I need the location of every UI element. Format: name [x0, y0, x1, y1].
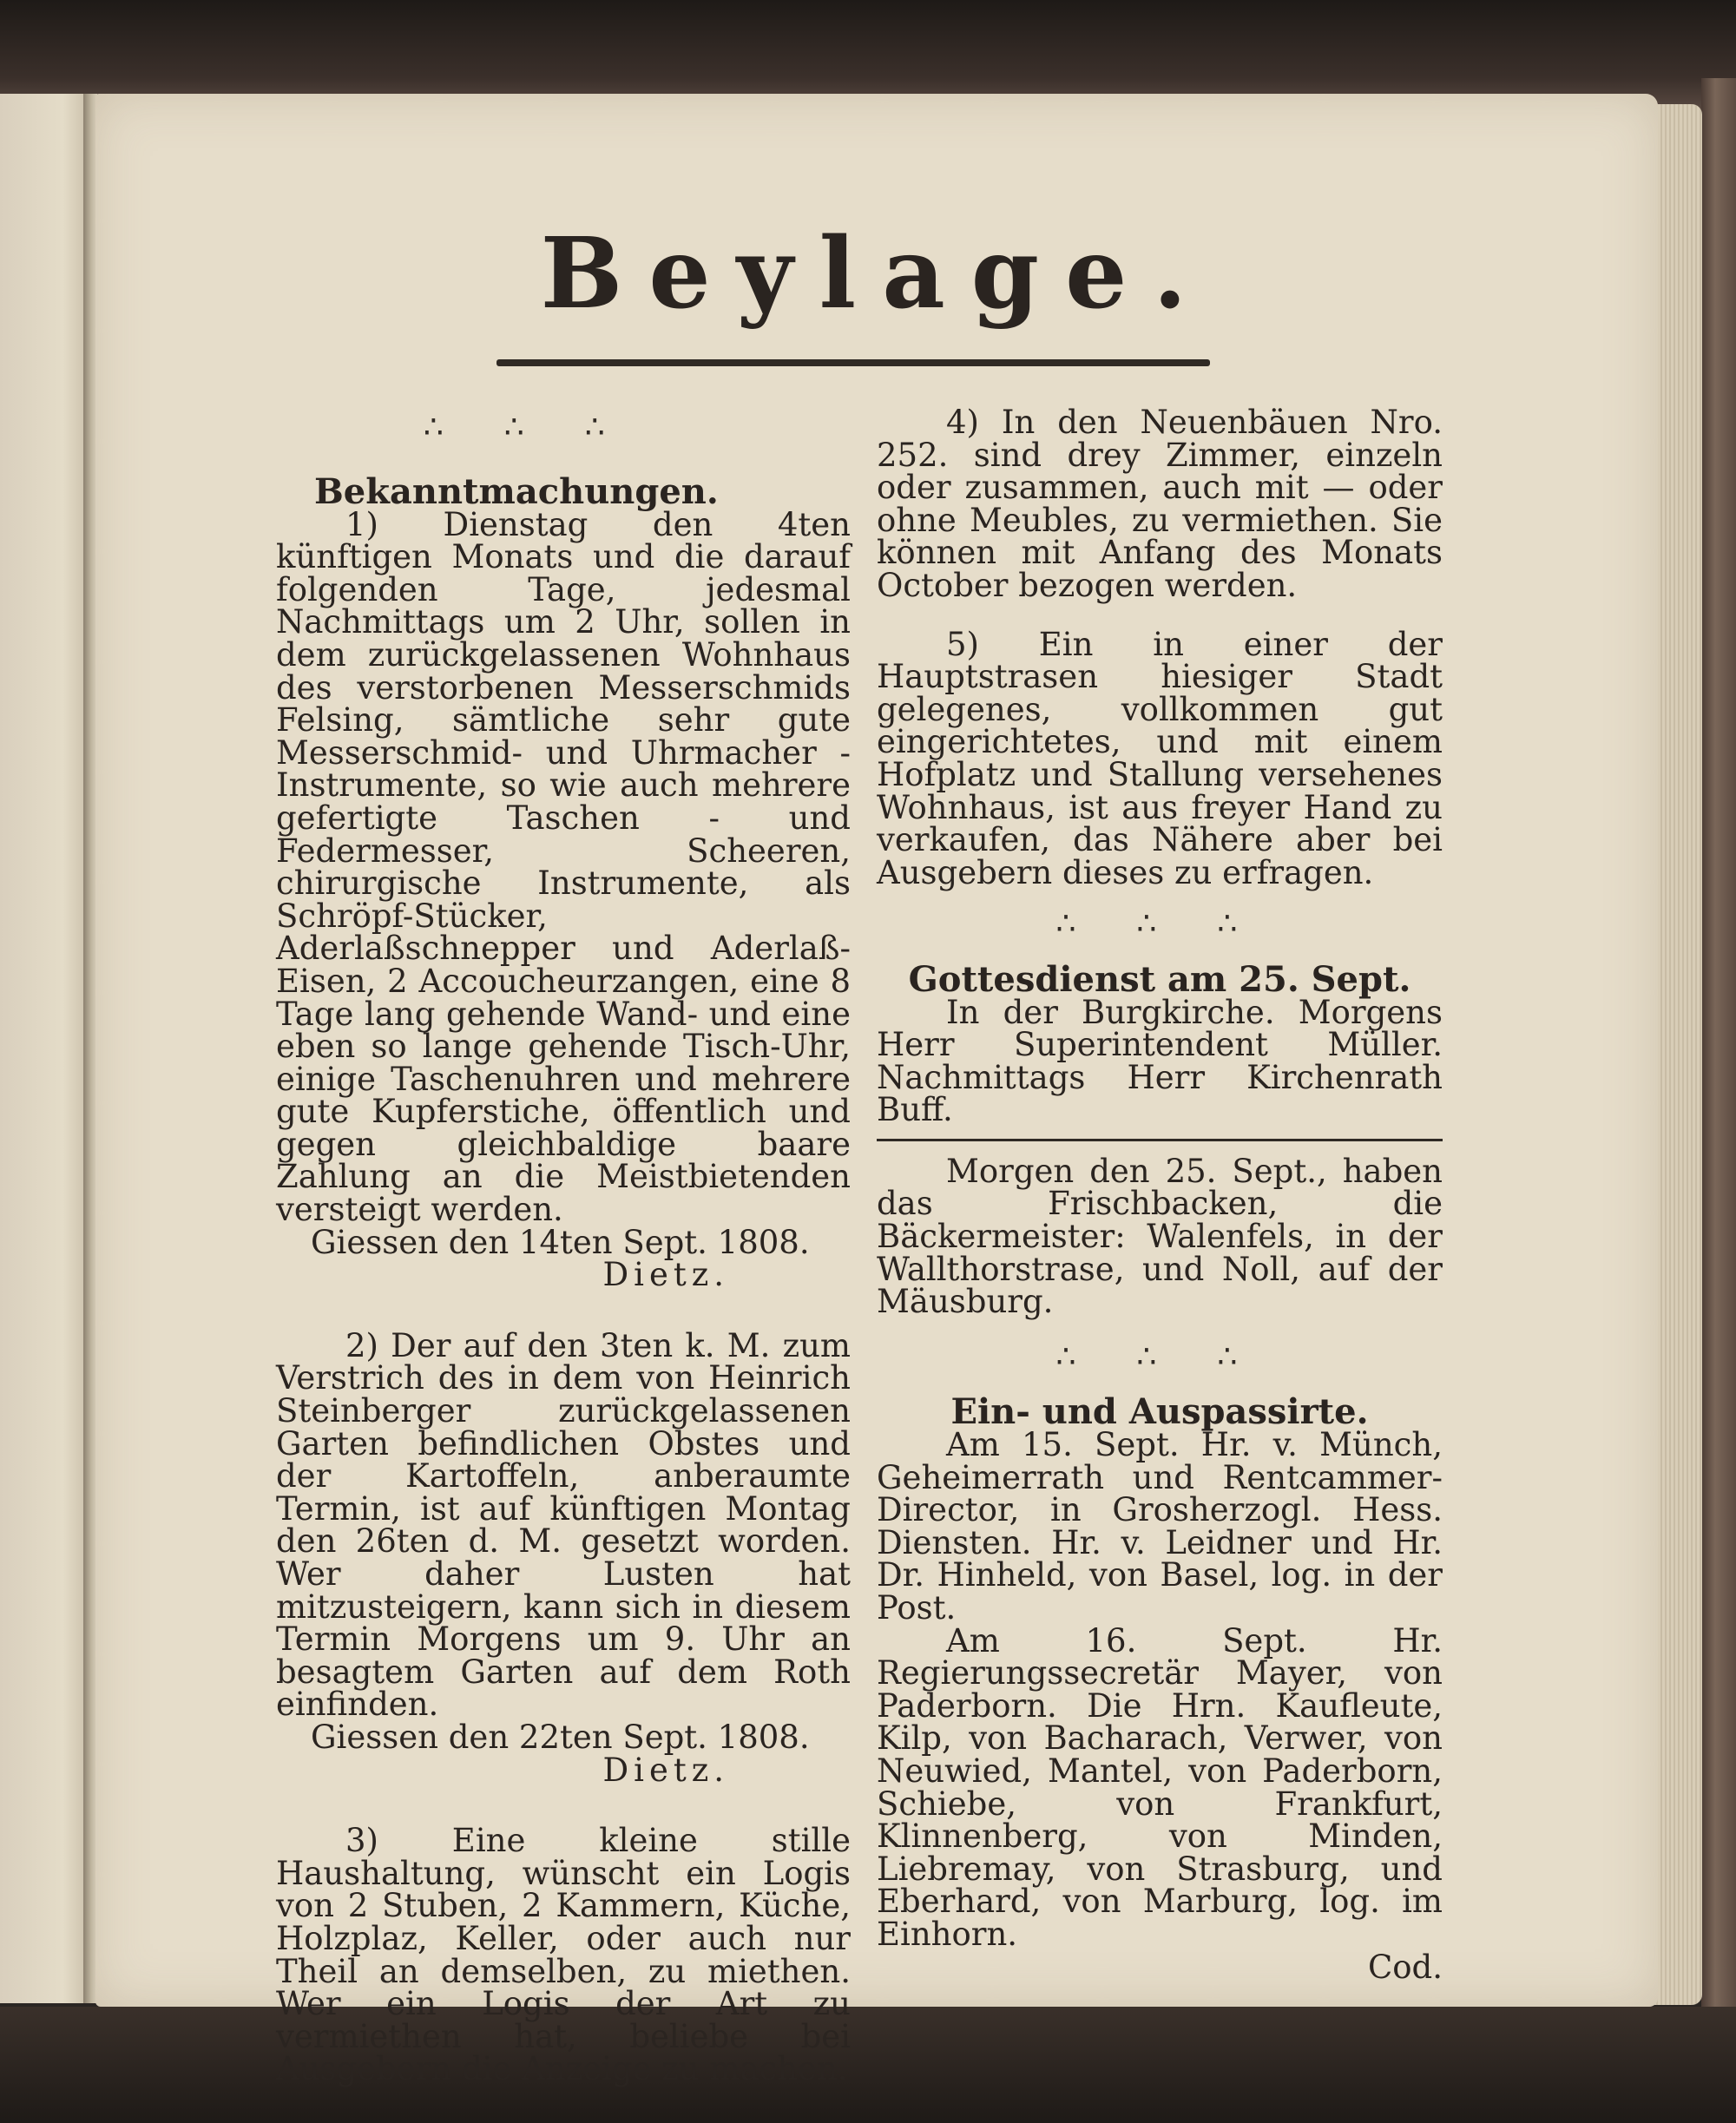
right-column — [877, 404, 1443, 1986]
notice-3-text: 3) Eine kleine stille Haushaltung, wünscht ein Logis von 2 Stuben, 2 Kammern, Küche, Holzplaz, Keller, oder auch nur Theil an demselben, zu miethen. Wer ein Logis der Art zu vermiethen hat, beliebe bei Ausgebern die Anzeige zu machen. — [276, 1822, 851, 2088]
book-cover-right — [1701, 78, 1736, 2074]
notice-2-signature: Dietz. — [602, 1751, 729, 1789]
left-column — [276, 471, 851, 2088]
facing-page-edge — [0, 94, 92, 2003]
notices-heading: Bekanntmachungen. — [314, 471, 719, 512]
title-rule — [496, 359, 1210, 366]
bakers-notice-text: Morgen den 25. Sept., haben das Frischbacken, die Bäckermeister: Walenfels, in der Wallthorstrase, und Noll, auf der Mäusburg. — [877, 1152, 1443, 1321]
church-service-text: In der Burgkirche. Morgens Herr Superintendent Müller. Nachmittags Herr Kirchenrath Buff. — [877, 993, 1443, 1129]
book-cover-bottom — [0, 2007, 1736, 2123]
notice-1-signature: Dietz. — [602, 1256, 729, 1294]
church-service-heading: Gottesdienst am 25. Sept. — [908, 958, 1411, 1000]
section-rule — [877, 1139, 1443, 1141]
notice-1-place-date: Giessen den 14ten Sept. 1808. — [311, 1223, 810, 1261]
ornament-right-1: ∴∴∴ — [1055, 906, 1299, 943]
ornament-right-2: ∴∴∴ — [1055, 1338, 1299, 1375]
ornament-top-left: ∴∴∴ — [424, 410, 666, 445]
travellers-entry-2: Am 16. Sept. Hr. Regierungssecretär Mayer, von Paderborn. Die Hrn. Kaufleute, Kilp, von Bacharach, Verwer, von Neuwied, Mantel, von Paderborn, Schiebe, von Frankfurt, Klinnenberg, von Minden, Liebremay, von Strasburg, und Eberhard, von Marburg, log. im Einhorn. — [877, 1621, 1443, 1953]
catchword: Cod. — [1367, 1948, 1443, 1986]
travellers-entry-1: Am 15. Sept. Hr. v. Münch, Geheimerrath und Rentcammer-Director, in Grosherzogl. Hess. Diensten. Hr. v. Leidner und Hr. Dr. Hinheld, von Basel, log. in der Post. — [877, 1426, 1443, 1627]
travellers-heading: Ein- und Auspassirte. — [950, 1391, 1369, 1433]
masthead-title: Beylage. — [540, 217, 1213, 331]
notice-5-text: 5) Ein in einer der Hauptstrasen hiesiger Stadt gelegenes, vollkommen gut eingerichtetes, und mit einem Hofplatz und Stallung versehenes Wohnhaus, ist aus freyer Hand zu verkaufen, das Nähere aber bei Ausgebern dieses zu erfragen. — [877, 625, 1443, 891]
notice-2-place-date: Giessen den 22ten Sept. 1808. — [311, 1718, 810, 1756]
notice-1-text: 1) Dienstag den 4ten künftigen Monats und die darauf folgenden Tage, jedesmal Nachmittags um 2 Uhr, sollen in dem zurückgelassenen Wohnhaus des verstorbenen Messerschmids Felsing, sämtliche sehr gute Messerschmid- und Uhrmacher - Instrumente, so wie auch mehrere gefertigte Taschen - und Federmesser, Scheeren, chirurgische Instrumente, als Schröpf-Stücker, Aderlaßschnepper und Aderlaß-Eisen, 2 Accoucheurzangen, eine 8 Tage lang gehende Wand- und eine eben so lange gehende Tisch-Uhr, einige Taschenuhren und mehrere gute Kupferstiche, öffentlich und gegen gleichbaldige baare Zahlung an die Meistbietenden versteigt werden. — [276, 505, 851, 1229]
notice-2-text: 2) Der auf den 3ten k. M. zum Verstrich des in dem von Heinrich Steinberger zurückgelassenen Garten befindlichen Obstes und der Kartoffeln, anberaumte Termin, ist auf künftigen Montag den 26ten d. M. gesetzt worden. Wer daher Lusten hat mitzusteigern, kann sich in diesem Termin Morgens um 9. Uhr an besagtem Garten auf dem Roth einfinden. — [276, 1326, 851, 1724]
page-stack-edges — [1654, 104, 1702, 2005]
notice-4-text: 4) In den Neuenbäuen Nro. 252. sind drey Zimmer, einzeln oder zusammen, auch mit — oder ohne Meubles, zu vermiethen. Sie können mit Anfang des Monats October bezogen werden. — [877, 404, 1443, 604]
